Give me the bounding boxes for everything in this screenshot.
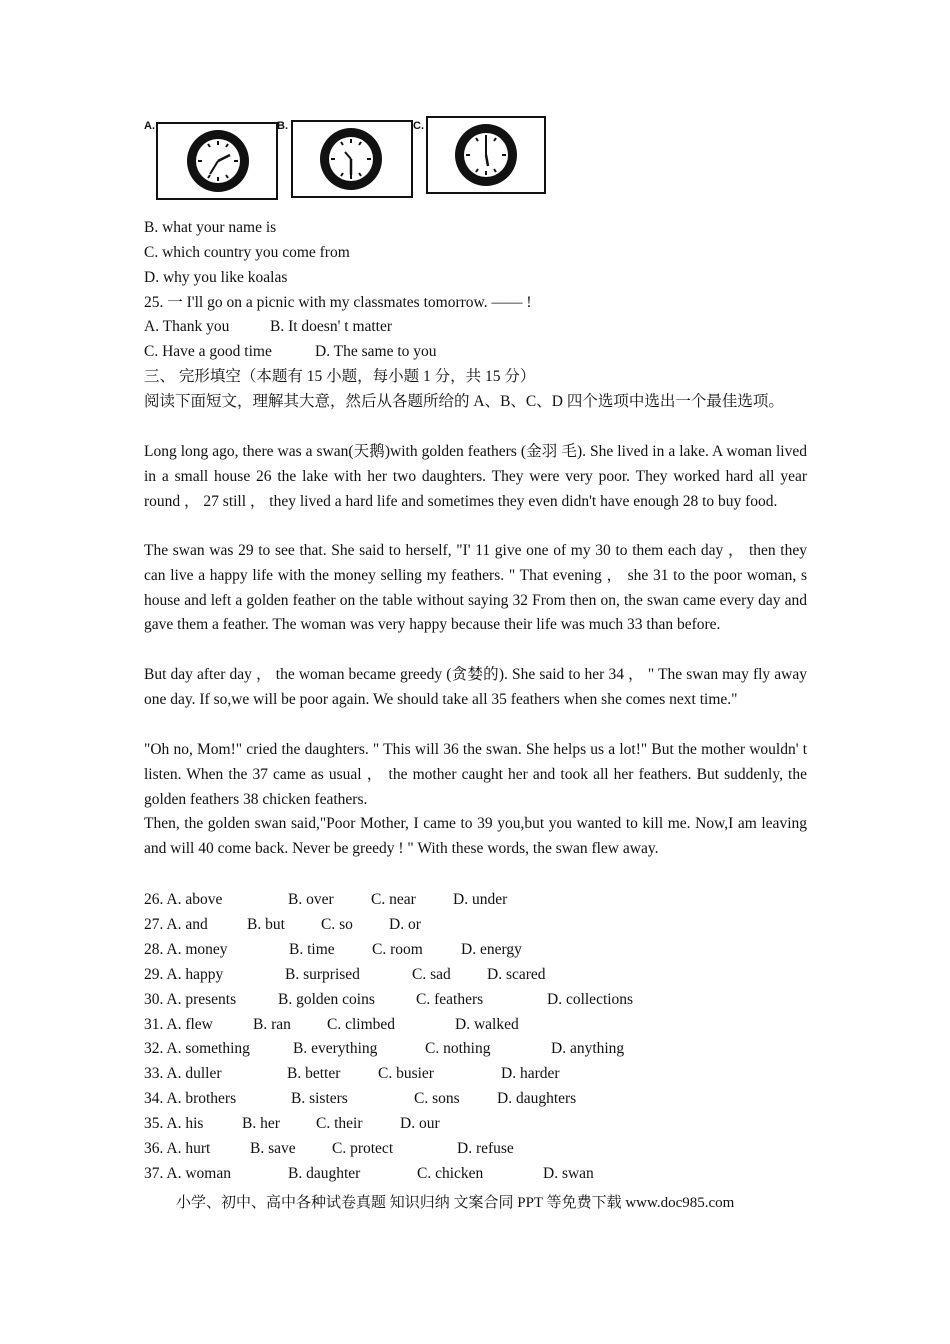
passage-paragraph-3: But day after day ， the woman became greedy (贪婪的). She said to her 34 ， " The swan may fly away one day. If so,we will be poor again. We should take all 35 feathers when she comes next time.": [144, 666, 807, 708]
q25-option-a: A. Thank you: [144, 318, 230, 335]
passage-paragraph-5: Then, the golden swan said,"Poor Mother, I came to 39 you,but you wanted to kill me. Now,I am leaving and will 40 come back. Never be greedy ! " With these words, the swan flew away.: [144, 815, 807, 857]
q30-option-c: C. feathers: [416, 991, 484, 1008]
clock-c-icon: [428, 118, 544, 192]
q37-option-c: C. chicken: [417, 1165, 484, 1182]
q24-option-b: B. what your name is: [144, 219, 277, 236]
clock-b-frame: [291, 120, 413, 198]
q35-option-a: 35. A. his: [144, 1115, 204, 1132]
clock-c-frame: [426, 116, 546, 194]
q31-option-a: 31. A. flew: [144, 1016, 213, 1033]
q29-option-a: 29. A. happy: [144, 966, 224, 983]
section-instruction: 阅读下面短文，理解其大意，然后从各题所给的 A、B、C、D 四个选项中选出一个最佳选项。: [144, 393, 784, 410]
q30-option-a: 30. A. presents: [144, 991, 237, 1008]
q36-option-b: B. save: [250, 1140, 296, 1157]
q34-option-d: D. daughters: [497, 1090, 577, 1107]
q30-option-b: B. golden coins: [278, 991, 375, 1008]
q32-option-a: 32. A. something: [144, 1040, 250, 1057]
q37-option-a: 37. A. woman: [144, 1165, 231, 1182]
q24-option-d: D. why you like koalas: [144, 269, 288, 286]
q35-option-d: D. our: [400, 1115, 440, 1132]
clock-a-icon: [158, 124, 276, 198]
q34-option-c: C. sons: [414, 1090, 460, 1107]
q31-option-c: C. climbed: [327, 1016, 396, 1033]
q27-option-c: C. so: [321, 916, 353, 933]
clock-a-letter: A.: [144, 120, 155, 132]
q34-option-a: 34. A. brothers: [144, 1090, 237, 1107]
q29-option-b: B. surprised: [285, 966, 360, 983]
q25-option-b: B. It doesn' t matter: [270, 318, 393, 335]
q37-option-d: D. swan: [543, 1165, 594, 1182]
q32-option-b: B. everything: [293, 1040, 378, 1057]
section-title: 三、 完形填空（本题有 15 小题，每小题 1 分，共 15 分）: [144, 368, 536, 385]
q28-option-a: 28. A. money: [144, 941, 228, 958]
q36-option-d: D. refuse: [457, 1140, 514, 1157]
passage-paragraph-2: The swan was 29 to see that. She said to herself, "I' 11 give one of my 30 to them each day ， then they can live a happy life with the money selling my feathers. " That evening ， she 31 to the poor woman, s house and left a golden feather on the table without saying 32 From then on, the swan came every day and gave them a feather. The woman was very happy because their life was much 33 than before.: [144, 542, 807, 634]
q25-stem: 25. 一 I'll go on a picnic with my classmates tomorrow. —— !: [144, 294, 532, 311]
q35-option-b: B. her: [242, 1115, 280, 1132]
clock-a-frame: [156, 122, 278, 200]
q33-option-c: C. busier: [378, 1065, 434, 1082]
q36-option-a: 36. A. hurt: [144, 1140, 211, 1157]
q33-option-b: B. better: [287, 1065, 341, 1082]
clock-b-letter: B.: [277, 120, 288, 132]
q28-option-d: D. energy: [461, 941, 522, 958]
passage-paragraph-1: Long long ago, there was a swan(天鹅)with golden feathers (金羽 毛). She lived in a lake. A woman lived in a small house 26 the lake with her two daughters. They were very poor. They worked hard all year round ， 27 still ， they lived a hard life and sometimes they even didn't have enough 28 to buy food.: [144, 443, 807, 510]
q34-option-b: B. sisters: [291, 1090, 348, 1107]
q27-option-b: B. but: [247, 916, 285, 933]
q28-option-c: C. room: [372, 941, 423, 958]
q32-option-c: C. nothing: [425, 1040, 491, 1057]
q37-option-b: B. daughter: [288, 1165, 361, 1182]
q26-option-b: B. over: [288, 891, 334, 908]
q32-option-d: D. anything: [551, 1040, 625, 1057]
q26-option-d: D. under: [453, 891, 508, 908]
q36-option-c: C. protect: [332, 1140, 394, 1157]
q30-option-d: D. collections: [547, 991, 634, 1008]
q31-option-b: B. ran: [253, 1016, 291, 1033]
q29-option-c: C. sad: [412, 966, 451, 983]
q33-option-d: D. harder: [501, 1065, 560, 1082]
q26-option-c: C. near: [371, 891, 416, 908]
q29-option-d: D. scared: [487, 966, 546, 983]
q33-option-a: 33. A. duller: [144, 1065, 222, 1082]
clock-c-letter: C.: [413, 120, 424, 132]
q35-option-c: C. their: [316, 1115, 363, 1132]
clock-b-icon: [293, 122, 411, 196]
q24-option-c: C. which country you come from: [144, 244, 350, 261]
q28-option-b: B. time: [289, 941, 335, 958]
q26-option-a: 26. A. above: [144, 891, 223, 908]
q25-option-d: D. The same to you: [315, 343, 437, 360]
passage-paragraph-4: "Oh no, Mom!" cried the daughters. " This will 36 the swan. She helps us a lot!" But the mother wouldn' t listen. When the 37 came as usual ， the mother caught her and took all her feathers. But suddenly, the golden feathers 38 chicken feathers.: [144, 741, 807, 808]
clock-pictures: [144, 116, 554, 202]
q25-option-c: C. Have a good time: [144, 343, 272, 360]
page-footer: 小学、初中、高中各种试卷真题 知识归纳 文案合同 PPT 等免费下载 www.doc985.com: [176, 1195, 735, 1211]
q27-option-a: 27. A. and: [144, 916, 208, 933]
q27-option-d: D. or: [389, 916, 421, 933]
q31-option-d: D. walked: [455, 1016, 519, 1033]
